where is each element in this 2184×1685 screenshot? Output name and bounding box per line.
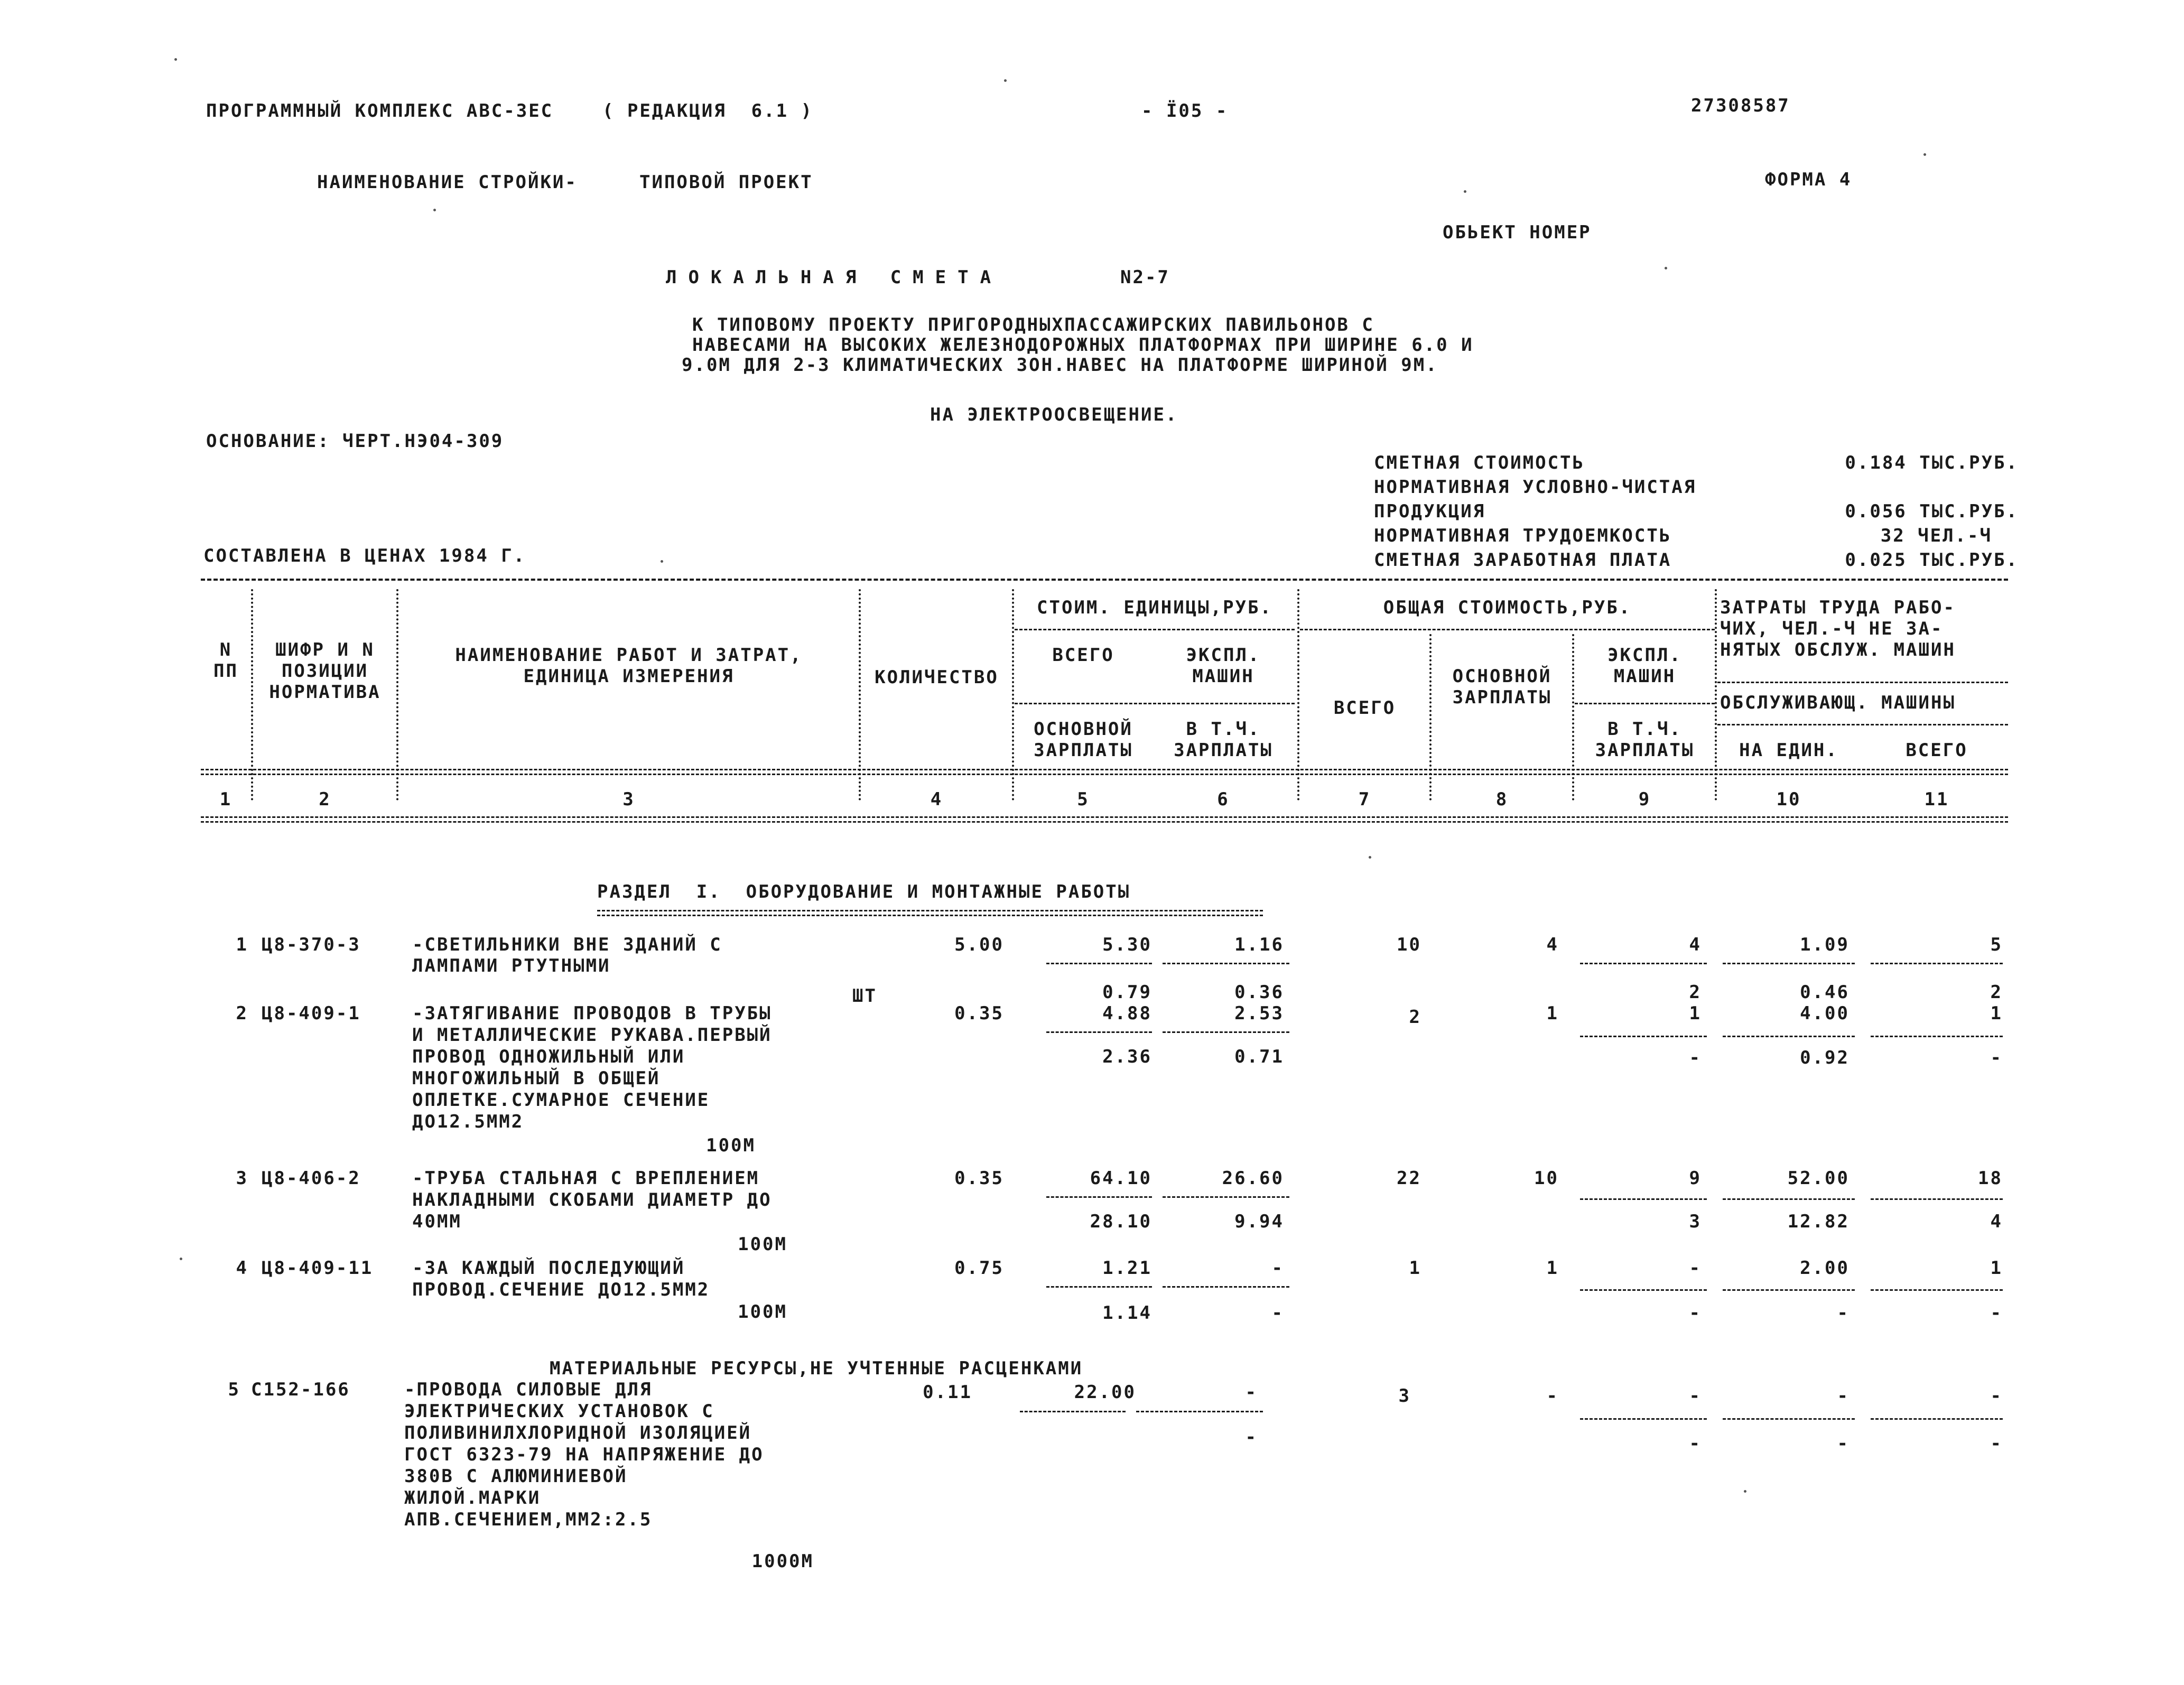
summary-label-4: СМЕТНАЯ ЗАРАБОТНАЯ ПЛАТА [1374,550,1672,571]
row-quantity: 0.11 [923,1382,972,1403]
header-rule [1575,703,1715,704]
row-machines: - [1689,1385,1702,1407]
row-name: -СВЕТИЛЬНИКИ ВНЕ ЗДАНИЙ С ЛАМПАМИ РТУТНЫМИ [412,934,722,976]
col-number: 3 [622,789,635,810]
row-machines: 4 [1689,934,1702,955]
row-total: 10 [1397,934,1421,955]
row-rule [1580,1198,1707,1200]
row-machine-labor-total: - [1990,1302,2003,1324]
col-number: 10 [1776,789,1801,810]
row-unit-total: 64.10 [1090,1168,1152,1189]
row-unit: 100М [738,1234,787,1255]
object-label: ОБЬЕКТ НОМЕР [1443,222,1592,243]
header-rule [1015,629,1295,630]
summary-label-2: ПРОДУКЦИЯ [1374,501,1486,522]
row-unit-machines: - [1245,1382,1258,1403]
row-unit-salary: 1.14 [1102,1302,1152,1324]
row-unit-machines: 2.53 [1234,1003,1284,1024]
row-labor-total: - [1990,1385,2003,1407]
row-rule [1046,1286,1152,1288]
row-unit-machines: - [1271,1258,1284,1279]
scan-speck [661,560,663,563]
row-rule [1046,1031,1152,1033]
row-unit: 1000М [751,1551,814,1572]
header-ekspl-unit: ЭКСПЛ. МАШИН [1186,645,1261,687]
row-rule [1046,963,1152,964]
row-base-salary: 10 [1534,1168,1559,1189]
col-separator [1429,634,1432,800]
row-rule [1871,1289,2003,1291]
row-quantity: 0.35 [954,1168,1004,1189]
row-rule [1723,963,1855,964]
row-quantity: 5.00 [954,934,1004,955]
header-col-name: НАИМЕНОВАНИЕ РАБОТ И ЗАТРАТ, ЕДИНИЦА ИЗМЕРЕНИЯ [455,645,803,687]
row-machine-salary: - [1689,1047,1702,1068]
row-unit: ШТ [852,985,877,1007]
row-rule [1020,1411,1126,1412]
scan-speck [180,1258,182,1260]
row-unit-total: 1.21 [1102,1258,1152,1279]
row-labor-total: 18 [1978,1168,2003,1189]
row-unit-total: 5.30 [1102,934,1152,955]
col-separator [1572,634,1574,800]
row-machines: - [1689,1258,1702,1279]
col-number: 11 [1924,789,1949,810]
row-unit-machine-salary: 0.71 [1234,1046,1284,1067]
price-basis: СОСТАВЛЕНА В ЦЕНАХ 1984 Г. [203,545,526,566]
row-rule [1580,1289,1707,1291]
scan-speck [174,58,177,61]
row-total: 1 [1409,1258,1421,1279]
row-name: -ЗАТЯГИВАНИЕ ПРОВОДОВ В ТРУБЫ И МЕТАЛЛИЧЕСКИЕ РУКАВА.ПЕРВЫЙ ПРОВОД ОДНОЖИЛЬНЫЙ ИЛИ МНОГОЖИЛЬНЫЙ В ОБЩЕЙ ОПЛЕТКЕ.СУМАРНОЕ СЕЧЕНИЕ ДО12.5ММ2 [412,1003,772,1132]
row-labor-unit: 2.00 [1800,1258,1850,1279]
row-labor-total: 5 [1990,934,2003,955]
row-labor-total: 1 [1990,1258,2003,1279]
row-machine-labor-unit: - [1837,1433,1850,1454]
row-rule [1136,1411,1263,1412]
col-number: 4 [930,789,943,810]
row-base-salary: 1 [1546,1258,1559,1279]
row-rule [1580,1418,1707,1420]
row-labor-total: 1 [1990,1003,2003,1024]
header-vt-zp-unit: В Т.Ч. ЗАРПЛАТЫ [1174,719,1273,761]
row-rule [1723,1289,1855,1291]
header-rule [1300,629,1715,630]
row-code: Ц8-406-2 [262,1168,361,1189]
col-number: 2 [319,789,331,810]
row-rule [1163,1286,1289,1288]
row-rule [1580,963,1707,964]
document-code: 27308587 [1691,95,1790,116]
summary-label-3: НОРМАТИВНАЯ ТРУДОЕМКОСТЬ [1374,525,1672,546]
row-name: -ТРУБА СТАЛЬНАЯ С ВРЕПЛЕНИЕМ НАКЛАДНЫМИ СКОБАМИ ДИАМЕТР ДО 40ММ [412,1168,772,1232]
summary-label-1: НОРМАТИВНАЯ УСЛОВНО-ЧИСТАЯ [1374,477,1697,498]
row-base-salary: - [1546,1385,1559,1407]
header-labor-machines: ОБСЛУЖИВАЮЩ. МАШИНЫ [1720,692,1956,713]
subtitle-line-1: К ТИПОВОМУ ПРОЕКТУ ПРИГОРОДНЫХПАССАЖИРСКИХ ПАВИЛЬОНОВ С [692,314,1374,336]
row-machine-labor-total: - [1990,1047,2003,1068]
row-number: 4 [236,1258,248,1279]
summary-value-0: 0.184 ТЫС.РУБ. [1845,452,2019,473]
header-vsego-total: ВСЕГО [1333,697,1396,719]
row-unit-machine-salary: - [1245,1427,1258,1448]
estimate-number: N2-7 [1120,267,1170,288]
row-machine-labor-unit: - [1837,1302,1850,1324]
summary-value-4: 0.025 ТЫС.РУБ. [1845,550,2019,571]
row-unit-machine-salary: 0.36 [1234,982,1284,1003]
row-number: 3 [236,1168,248,1189]
scan-speck [1369,856,1371,859]
row-quantity: 0.35 [954,1003,1004,1024]
row-total: 2 [1409,1007,1421,1028]
subtitle-line-2: НАВЕСАМИ НА ВЫСОКИХ ЖЕЛЕЗНОДОРОЖНЫХ ПЛАТФОРМАХ ПРИ ШИРИНЕ 6.0 И [692,334,1474,356]
row-machine-labor-total: 2 [1990,982,2003,1003]
row-rule [1163,1031,1289,1033]
scan-speck [1665,267,1667,269]
row-code: Ц8-409-1 [262,1003,361,1024]
row-total: 22 [1397,1168,1421,1189]
row-base-salary: 1 [1546,1003,1559,1024]
row-name: -ПРОВОДА СИЛОВЫЕ ДЛЯ ЭЛЕКТРИЧЕСКИХ УСТАНОВОК С ПОЛИВИНИЛХЛОРИДНОЙ ИЗОЛЯЦИЕЙ ГОСТ 6323-79 НА НАПРЯЖЕНИЕ ДО 380В С АЛЮМИНИЕВОЙ ЖИЛОЙ.МАРКИ АПВ.СЕЧЕНИЕМ,ММ2:2.5 [404,1379,764,1530]
col-number: 5 [1077,789,1090,810]
row-rule [1580,1036,1707,1037]
summary-label-0: СМЕТНАЯ СТОИМОСТЬ [1374,452,1585,473]
row-unit-total: 22.00 [1074,1382,1136,1403]
row-unit-machines: 1.16 [1234,934,1284,955]
row-rule [1871,1418,2003,1420]
header-close-rule [201,816,2008,823]
summary-value-2: 0.056 ТЫС.РУБ. [1845,501,2019,522]
section-title: РАЗДЕЛ I. ОБОРУДОВАНИЕ И МОНТАЖНЫЕ РАБОТЫ [597,881,1131,902]
row-rule [1163,1196,1289,1198]
row-machines: 1 [1689,1003,1702,1024]
row-unit-salary: 2.36 [1102,1046,1152,1067]
materials-title: МАТЕРИАЛЬНЫЕ РЕСУРСЫ,НЕ УЧТЕННЫЕ РАСЦЕНКАМИ [550,1358,1083,1379]
page-number: - Ї05 - [1141,100,1229,122]
row-unit-salary: 0.79 [1102,982,1152,1003]
row-rule [1723,1036,1855,1037]
header-bottom-rule [201,769,2008,775]
summary-value-3: 32 ЧЕЛ.-Ч [1880,525,1992,546]
estimate-title: ЛОКАЛЬНАЯ СМЕТА [666,267,1003,288]
header-rule [1717,724,2008,725]
row-machine-labor-unit: 0.46 [1800,982,1850,1003]
construction-label: НАИМЕНОВАНИЕ СТРОЙКИ- [317,172,578,193]
row-rule [1871,1198,2003,1200]
row-code: Ц8-370-3 [262,934,361,955]
form-number: ФОРМА 4 [1765,169,1852,190]
header-col-quantity: КОЛИЧЕСТВО [875,667,999,688]
program-name: ПРОГРАММНЫЙ КОМПЛЕКС АВС-3ЕС [206,100,554,122]
header-total-labor: ВСЕГО [1906,740,1968,761]
row-labor-unit: 4.00 [1800,1003,1850,1024]
row-base-salary: 4 [1546,934,1559,955]
col-number: 6 [1217,789,1230,810]
row-unit-machine-salary: - [1271,1302,1284,1324]
row-rule [1723,1418,1855,1420]
row-labor-unit: 1.09 [1800,934,1850,955]
header-ekspl-total: ЭКСПЛ. МАШИН [1607,645,1682,687]
row-number: 2 [236,1003,248,1024]
row-number: 1 [236,934,248,955]
row-name: -ЗА КАЖДЫЙ ПОСЛЕДУЮЩИЙ ПРОВОД.СЕЧЕНИЕ ДО12.5ММ2 [412,1258,710,1300]
header-total-cost: ОБЩАЯ СТОИМОСТЬ,РУБ. [1383,597,1632,618]
row-labor-unit: 52.00 [1787,1168,1850,1189]
col-number: 1 [219,789,233,810]
col-number: 7 [1358,789,1371,810]
col-number: 8 [1495,789,1509,810]
row-quantity: 0.75 [954,1258,1004,1279]
header-vt-zp-total: В Т.Ч. ЗАРПЛАТЫ [1595,719,1695,761]
section-underline [597,910,1263,916]
header-osn-zp-unit: ОСНОВНОЙ ЗАРПЛАТЫ [1034,719,1133,761]
header-unit-cost: СТОИМ. ЕДИНИЦЫ,РУБ. [1037,597,1272,618]
col-number: 9 [1638,789,1651,810]
scan-speck [1744,1490,1746,1493]
row-machine-labor-total: 4 [1990,1211,2003,1232]
header-rule [1015,703,1295,704]
row-machine-labor-unit: 12.82 [1787,1211,1850,1232]
table-top-rule [201,579,2008,581]
row-total: 3 [1398,1385,1411,1407]
row-code: Ц8-409-11 [262,1258,374,1279]
header-labor: ЗАТРАТЫ ТРУДА РАБО- ЧИХ, ЧЕЛ.-Ч НЕ ЗА- НЯТЫХ ОБСЛУЖ. МАШИН [1720,597,1956,660]
row-rule [1046,1196,1152,1198]
row-unit-salary: 28.10 [1090,1211,1152,1232]
row-machine-salary: - [1689,1302,1702,1324]
row-machine-salary: 2 [1689,982,1702,1003]
scan-speck [1464,190,1466,193]
scan-speck [433,209,436,211]
row-labor-unit: - [1837,1385,1850,1407]
header-col-number: N ПП [213,639,238,682]
row-unit-machines: 26.60 [1222,1168,1284,1189]
subtitle-line-3: 9.0М ДЛЯ 2-3 КЛИМАТИЧЕСКИХ ЗОН.НАВЕС НА ПЛАТФОРМЕ ШИРИНОЙ 9М. [682,355,1438,376]
scan-speck [1004,79,1007,82]
construction-value: ТИПОВОЙ ПРОЕКТ [639,172,813,193]
row-unit-machine-salary: 9.94 [1234,1211,1284,1232]
row-machine-salary: 3 [1689,1211,1702,1232]
row-rule [1871,963,2003,964]
header-rule [1717,682,2008,683]
row-rule [1871,1036,2003,1037]
row-unit: 100М [706,1135,756,1156]
subtitle-line-4: НА ЭЛЕКТРООСВЕЩЕНИЕ. [930,404,1178,425]
row-machines: 9 [1689,1168,1702,1189]
header-col-code: ШИФР И N ПОЗИЦИИ НОРМАТИВА [269,639,381,703]
basis: ОСНОВАНИЕ: ЧЕРТ.НЭ04-309 [206,431,504,452]
row-rule [1723,1198,1855,1200]
edition: ( РЕДАКЦИЯ 6.1 ) [602,100,813,122]
row-machine-labor-unit: 0.92 [1800,1047,1850,1068]
scan-speck [1923,153,1926,156]
header-osn-zp-total: ОСНОВНОЙ ЗАРПЛАТЫ [1452,666,1552,708]
row-machine-salary: - [1689,1433,1702,1454]
header-vsego-unit: ВСЕГО [1052,645,1114,666]
header-per-unit: НА ЕДИН. [1739,740,1838,761]
row-unit-total: 4.88 [1102,1003,1152,1024]
row-number: 5 [228,1379,240,1400]
row-rule [1163,963,1289,964]
row-unit: 100М [738,1301,787,1323]
row-machine-labor-total: - [1990,1433,2003,1454]
row-code: С152-166 [251,1379,350,1400]
